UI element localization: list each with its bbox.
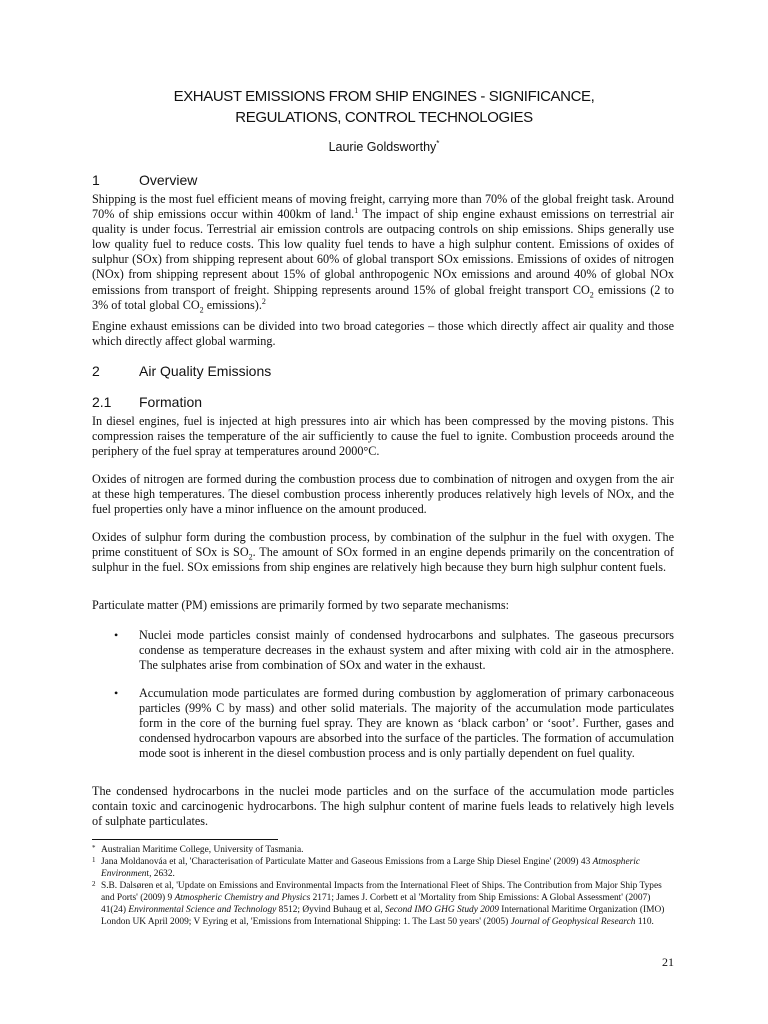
bullet-item-accumulation: Accumulation mode particulates are formed during combustion by agglomeration of primary carbonaceous particles (99% C by mass) and other solid materials. The majority of the accumulation mode particulates form in the core of the burning fuel spray. They are known as ‘black carbon’ or ‘soot’. Further, gases and condensed hydrocarbon vapours are absorbed into the surface of the particles. The formation of accumulation mode soot is inherent in the diesel combustion process and is only partially dependent on fuel quality.	[139, 686, 674, 761]
subscript: 2	[199, 305, 204, 315]
text-run: Oxides of sulphur form during the combustion process, by combination of the sulphur in the fuel with oxygen. The prime constituent of SOx is SO	[92, 530, 674, 560]
footnote-text	[92, 880, 674, 928]
bullet-marker: •	[114, 686, 119, 700]
title-line-1: EXHAUST EMISSIONS FROM SHIP ENGINES - SIGNIFICANCE,	[173, 88, 595, 105]
footnote-1	[92, 856, 674, 880]
journal-title: Environmental Science and Technology	[128, 905, 277, 915]
text-run: The impact of ship engine exhaust emissions on terrestrial air quality is under focus. Terrestrial air emission controls are outpacing controls on ship emissions. Ships generally use low quality fuel to reduce costs. This low quality fuel tends to have a high sulphur content. Emissions of oxides of sulphur (SOx) from shipping represent about 60% of global transport SOx emissions. Emissions of oxides of nitrogen (NOx) from shipping represent about 15% of global anthropogenic NOx emissions and around 40% of global NOx emissions from transport of freight. Shipping represents around 15% of global freight transport CO	[92, 207, 674, 297]
footnote-mark: 2	[92, 880, 96, 888]
title-line-2: REGULATIONS, CONTROL TECHNOLOGIES	[235, 109, 533, 126]
journal-title: Atmospheric Chemistry and Physics	[174, 893, 311, 903]
formation-paragraph-2: Oxides of nitrogen are formed during the combustion process due to combination of nitrogen and oxygen from the air at these high temperatures. The diesel combustion process inherently produces relatively high levels of NOx, and the fuel properties only have a minor influence on the amount produced.	[92, 472, 674, 517]
formation-paragraph-3	[92, 530, 674, 575]
section-heading-air-quality	[92, 362, 271, 380]
footnote-mark: *	[92, 844, 96, 852]
text-run: t, 2632.	[146, 869, 175, 879]
section-heading-formation	[92, 393, 202, 411]
overview-paragraph-2: Engine exhaust emissions can be divided into two broad categories – those which directly affect air quality and those which directly affect global warming.	[92, 319, 674, 349]
footnote-ref-2[interactable]: 2	[261, 296, 266, 306]
section-title: Air Quality Emissions	[139, 363, 272, 379]
paper-title	[92, 86, 676, 128]
footnote-ref-1[interactable]: 1	[354, 206, 359, 216]
bullet-item-nuclei: Nuclei mode particles consist mainly of condensed hydrocarbons and sulphates. The gaseous precursors condense as temperature decreases in the exhaust system and after mixing with cold air in the atmosphere. The sulphates arise from combination of SOx and water in the exhaust.	[139, 628, 674, 673]
text-run: International Maritime Organization (IMO) London UK April 2009; V Eyring et al, 'Emissions from International Shipping: 1. The Last 50 years' (2005)	[101, 905, 665, 927]
author-name: Laurie Goldsworthy	[328, 140, 437, 155]
section-number: 2.1	[92, 394, 112, 410]
subscript: 2	[248, 552, 253, 562]
text-run: 110.	[635, 917, 654, 927]
section-number: 2	[92, 363, 100, 379]
text-run: Shipping is the most fuel efficient means of moving freight, carrying more than 70% of the global freight task. Around 70% of ship emissions occur within 400km of land.	[92, 192, 674, 222]
footnote-author	[92, 844, 674, 856]
footnote-mark: 1	[92, 856, 96, 864]
overview-paragraph-1	[92, 192, 674, 313]
text-run: emissions).	[203, 297, 262, 312]
subscript: 2	[589, 290, 594, 299]
formation-paragraph-4: Particulate matter (PM) emissions are primarily formed by two separate mechanisms:	[92, 598, 509, 612]
journal-title: Journal of Geophysical Research	[510, 917, 636, 927]
text-run: Jana Moldanováa et al, 'Characterisation of Particulate Matter and Gaseous Emissions from a Large Ship Diesel Engine' (2009) 43	[101, 857, 593, 867]
text-run: S.B. Dalsøren et al, 'Update on Emissions and Environmental Impacts from the International Fleet of Ships. The Contribution from Major Ship Types and Ports' (2009) 9	[101, 881, 662, 903]
formation-paragraph-5: The condensed hydrocarbons in the nuclei mode particles and on the surface of the accumulation mode particles contain toxic and carcinogenic hydrocarbons. The high sulphur content of marine fuels leads to relatively high levels of sulphate particulates.	[92, 784, 674, 829]
page-number: 21	[662, 955, 674, 969]
text-run: 8512; Øyvind Buhaug et al,	[276, 905, 385, 915]
footnote-separator	[92, 839, 278, 840]
journal-title: Atmospheric Environmen	[101, 857, 641, 879]
bullet-marker: •	[114, 628, 119, 642]
section-heading-overview	[92, 171, 197, 189]
footnote-text: Australian Maritime College, University of Tasmania.	[101, 845, 304, 855]
footnote-text	[92, 856, 674, 880]
section-title: Overview	[139, 172, 198, 188]
text-run: 2171; James J. Corbett et al 'Mortality from Ship Emissions: A Global Assessment' (2007) 41(24)	[101, 893, 651, 915]
formation-paragraph-1: In diesel engines, fuel is injected at high pressures into air which has been compressed by the moving pistons. This compression raises the temperature of the air sufficiently to cause the fuel to ignite. Combustion proceeds around the periphery of the fuel spray at temperatures around 2000°C.	[92, 414, 674, 459]
text-run: . The amount of SOx formed in an engine depends primarily on the concentration of sulphur in the fuel. SOx emissions from ship engines are relatively high because they burn high sulphur content fuels.	[92, 545, 674, 575]
report-title: Second IMO GHG Study 2009	[384, 905, 499, 915]
text-run: emissions (2 to 3% of total global CO	[92, 282, 674, 312]
footnote-2	[92, 880, 674, 928]
section-number: 1	[92, 172, 100, 188]
author-footnote-mark: *	[436, 139, 440, 148]
author	[92, 139, 676, 154]
section-title: Formation	[139, 394, 203, 410]
